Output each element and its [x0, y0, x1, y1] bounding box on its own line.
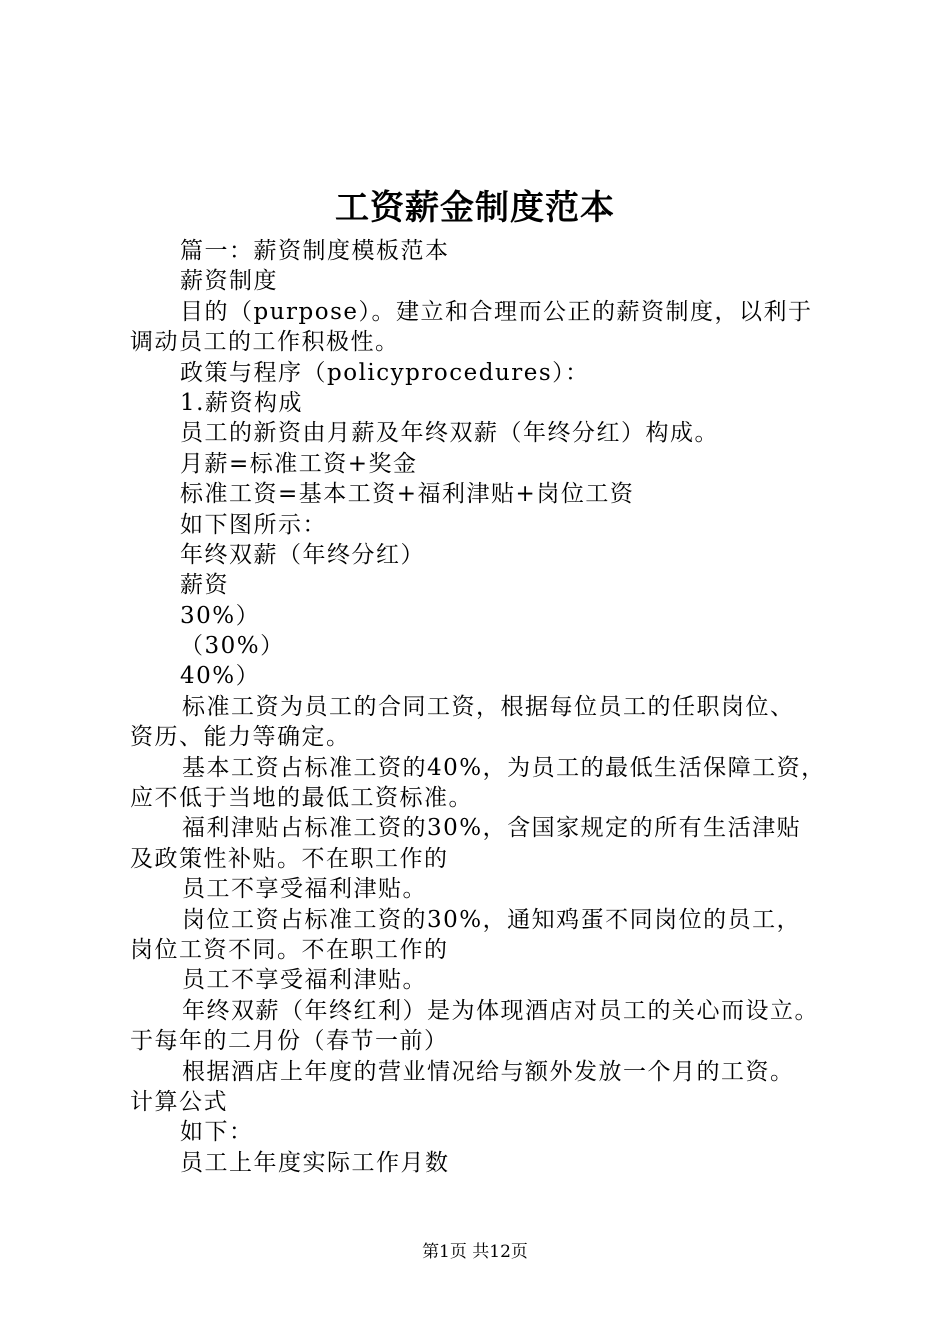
text-line: 标准工资=基本工资+福利津贴+岗位工资 — [180, 481, 635, 508]
document-title: 工资薪金制度范本 — [335, 188, 615, 228]
text-line: 30%） — [180, 602, 261, 629]
text-line: 薪资制度 — [180, 268, 278, 295]
text-line: 岗位工资占标准工资的30%，通知鸡蛋不同岗位的员工， — [182, 906, 802, 933]
text-line: 员工不享受福利津贴。 — [182, 876, 427, 903]
text-line: 1.薪资构成 — [180, 389, 303, 416]
text-line: 如下： — [180, 1119, 254, 1146]
text-line: 福利津贴占标准工资的30%，含国家规定的所有生活津贴 — [182, 815, 802, 842]
text-line: 目的（purpose）。建立和合理而公正的薪资制度，以利于 — [180, 298, 813, 325]
text-line: 调动员工的工作积极性。 — [130, 329, 400, 356]
text-line: 标准工资为员工的合同工资，根据每位员工的任职岗位、 — [182, 693, 795, 720]
text-line: 薪资 — [180, 572, 229, 599]
text-line: 年终双薪（年终分红） — [180, 541, 425, 568]
text-line: 于每年的二月份（春节一前） — [130, 1028, 449, 1055]
text-line: 基本工资占标准工资的40%，为员工的最低生活保障工资， — [182, 754, 826, 781]
text-line: 应不低于当地的最低工资标准。 — [130, 785, 473, 812]
text-line: 员工上年度实际工作月数 — [180, 1149, 450, 1176]
page-footer: 第1页 共12页 — [422, 1242, 528, 1262]
text-line: 政策与程序（policyprocedures）： — [180, 359, 590, 386]
document-body — [130, 236, 842, 1178]
text-line: 计算公式 — [130, 1088, 228, 1115]
text-line: 及政策性补贴。不在职工作的 — [130, 845, 449, 872]
text-line: 岗位工资不同。不在职工作的 — [130, 936, 449, 963]
text-line: 根据酒店上年度的营业情况给与额外发放一个月的工资。 — [182, 1058, 795, 1085]
text-line: 资历、能力等确定。 — [130, 724, 351, 751]
text-line: （30%） — [180, 633, 285, 660]
text-line: 月薪=标准工资+奖金 — [180, 450, 418, 477]
text-line: 员工不享受福利津贴。 — [182, 967, 427, 994]
text-line: 员工的新资由月薪及年终双薪（年终分红）构成。 — [180, 420, 719, 447]
text-line: 如下图所示： — [180, 511, 327, 538]
text-line: 40%） — [180, 663, 261, 690]
text-line: 年终双薪（年终红利）是为体现酒店对员工的关心而设立。 — [182, 997, 819, 1024]
text-line: 篇一：薪资制度模板范本 — [180, 238, 450, 264]
